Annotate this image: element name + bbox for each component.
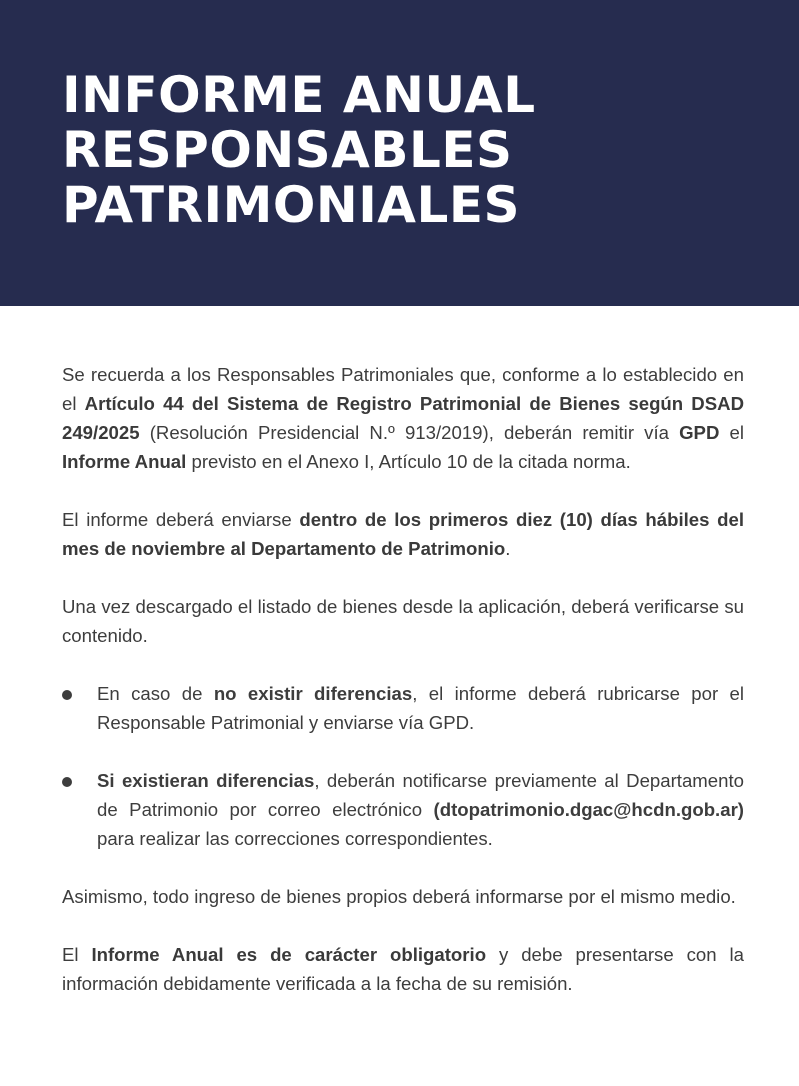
document-body [62, 360, 744, 1027]
bold-text-deadline: dentro de los primeros diez (10) días hábiles del mes de noviembre al Departamento de Patrimonio [62, 509, 744, 559]
bullet-icon [62, 777, 72, 787]
bold-text-article-reference: Artículo 44 del Sistema de Registro Patrimonial de Bienes según DSAD 249/2025 [62, 393, 744, 443]
text: El informe deberá enviarse [62, 509, 300, 530]
text: . [505, 538, 511, 559]
text: Asimismo, todo ingreso de bienes propios deberá informarse por el mismo medio. [62, 886, 736, 907]
text: el [719, 422, 744, 443]
page-title [62, 68, 536, 233]
list-item-with-differences [62, 766, 744, 853]
paragraph-verification [62, 592, 744, 650]
text: En caso de [97, 683, 214, 704]
list-item-no-differences [62, 679, 744, 737]
paragraph-mandatory [62, 940, 744, 998]
bold-text-mandatory: Informe Anual es de carácter obligatorio [91, 944, 487, 965]
bullet-list [62, 679, 744, 853]
bold-text-with-differences: Si existieran diferencias [97, 770, 315, 791]
title-line-2: RESPONSABLES [62, 121, 513, 179]
title-line-1: INFORME ANUAL [62, 66, 536, 124]
email-address: (dtopatrimonio.dgac@hcdn.gob.ar) [433, 799, 744, 820]
text: y debe presentarse con la información debidamente verificada a la fecha de su remisión. [62, 944, 744, 994]
bold-text-informe-anual: Informe Anual [62, 451, 187, 472]
title-line-3: PATRIMONIALES [62, 176, 521, 234]
paragraph-deadline [62, 505, 744, 563]
text: (Resolución Presidencial N.º 913/2019), deberán remitir vía [139, 422, 680, 443]
header-band [0, 0, 799, 306]
bold-text-no-differences: no existir diferencias [213, 683, 413, 704]
bold-text-gpd: GPD [679, 422, 720, 443]
text: Una vez descargado el listado de bienes desde la aplicación, deberá verificarse su contenido. [62, 596, 744, 646]
text: El [62, 944, 92, 965]
text: , el informe deberá rubricarse por el Responsable Patrimonial y enviarse vía GPD. [97, 683, 744, 733]
text: para realizar las correcciones correspondientes. [97, 828, 493, 849]
text: Se recuerda a los Responsables Patrimoniales que, conforme a lo establecido en el [62, 364, 744, 414]
bullet-icon [62, 690, 72, 700]
text: , deberán notificarse previamente al Departamento de Patrimonio por correo electrónico [97, 770, 744, 820]
text: previsto en el Anexo I, Artículo 10 de la citada norma. [186, 451, 631, 472]
paragraph-own-assets [62, 882, 744, 911]
paragraph-intro [62, 360, 744, 476]
